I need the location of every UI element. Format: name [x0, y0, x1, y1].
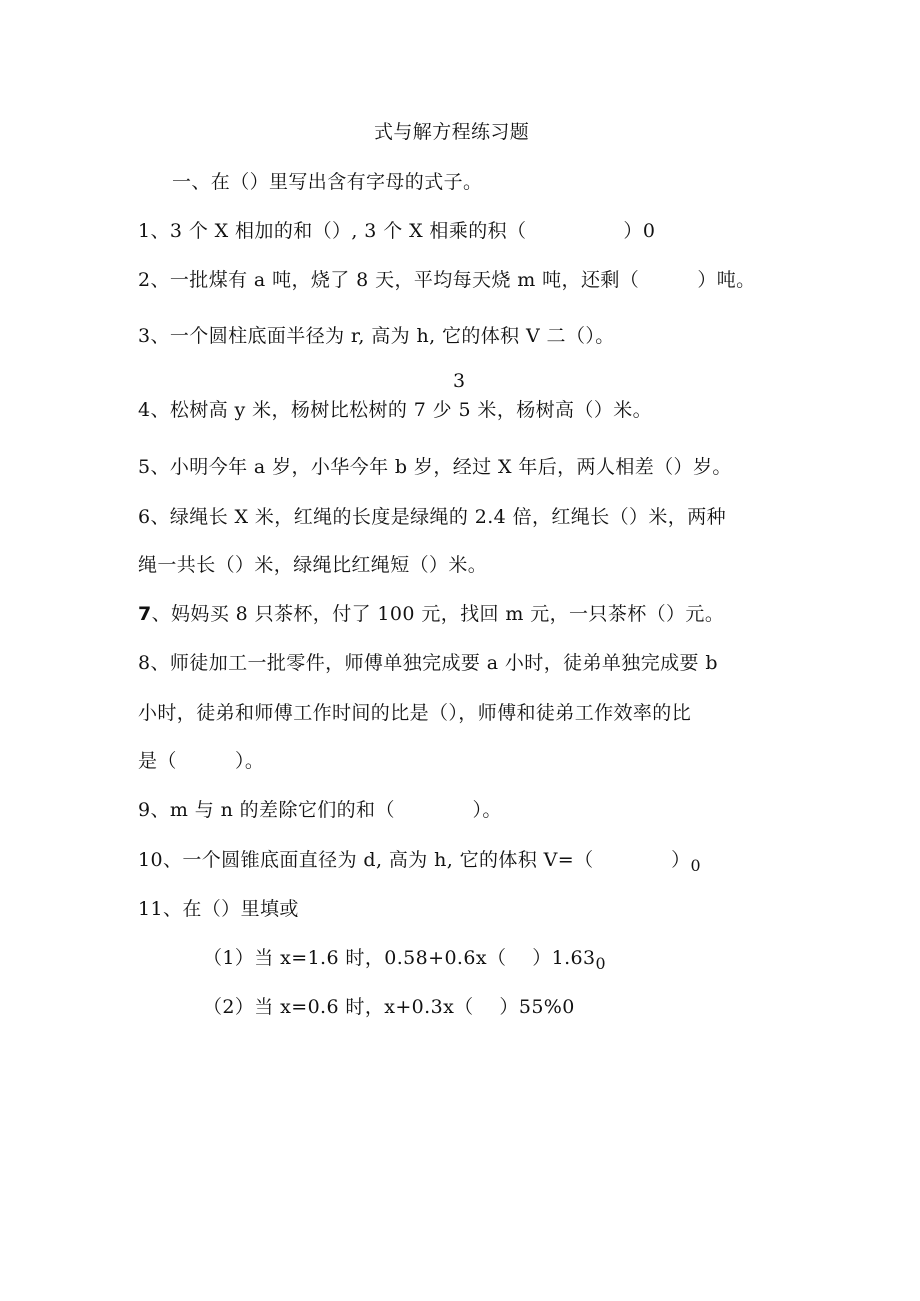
question-7-text: 、妈妈买 8 只茶杯，付了 100 元，找回 m 元，一只茶杯（）元。 [151, 603, 725, 625]
question-3-note: 3 [453, 370, 466, 392]
question-6-line-2: 绳一共长（）米，绿绳比红绳短（）米。 [138, 554, 488, 576]
question-6-line-1: 6、绿绳长 X 米，红绳的长度是绿绳的 2.4 倍，红绳长（）米，两种 [138, 506, 726, 528]
question-8-line-1: 8、师徒加工一批零件，师傅单独完成要 a 小时，徒弟单独完成要 b [138, 652, 718, 674]
question-3: 3、一个圆柱底面半径为 r, 高为 h, 它的体积 V 二（）。 [138, 325, 615, 347]
question-7 [138, 602, 724, 626]
question-10 [138, 848, 701, 878]
question-11-part-1-subscript: 0 [595, 953, 607, 973]
question-9: 9、m 与 n 的差除它们的和（ ）。 [138, 799, 502, 821]
question-8-line-3: 是（ ）。 [138, 750, 265, 772]
question-10-text: 10、一个圆锥底面直径为 d, 高为 h, 它的体积 V=（ ） [138, 849, 691, 871]
question-8-line-2: 小时，徒弟和师傅工作时间的比是（），师傅和徒弟工作效率的比 [138, 702, 692, 724]
question-11-part-1 [203, 946, 606, 976]
question-5: 5、小明今年 a 岁，小华今年 b 岁，经过 X 年后，两人相差（）岁。 [138, 456, 732, 478]
question-11-part-2: （2）当 x=0.6 时，x+0.3x（ ）55%0 [203, 996, 575, 1018]
section-heading: 一、在（）里写出含有字母的式子。 [172, 171, 483, 193]
question-2: 2、一批煤有 a 吨，烧了 8 天，平均每天烧 m 吨，还剩（ ）吨。 [138, 269, 756, 291]
question-10-subscript: 0 [690, 855, 701, 875]
question-4: 4、松树高 y 米，杨树比松树的 7 少 5 米，杨树高（）米。 [138, 399, 653, 421]
question-1: 1、3 个 X 相加的和（）, 3 个 X 相乘的积（ ）0 [138, 220, 656, 242]
question-7-number: 7 [138, 603, 152, 625]
question-11: 11、在（）里填或 [138, 898, 299, 920]
page-title: 式与解方程练习题 [374, 121, 530, 143]
question-11-part-1-text: （1）当 x=1.6 时，0.58+0.6x（ ）1.63 [203, 947, 596, 969]
